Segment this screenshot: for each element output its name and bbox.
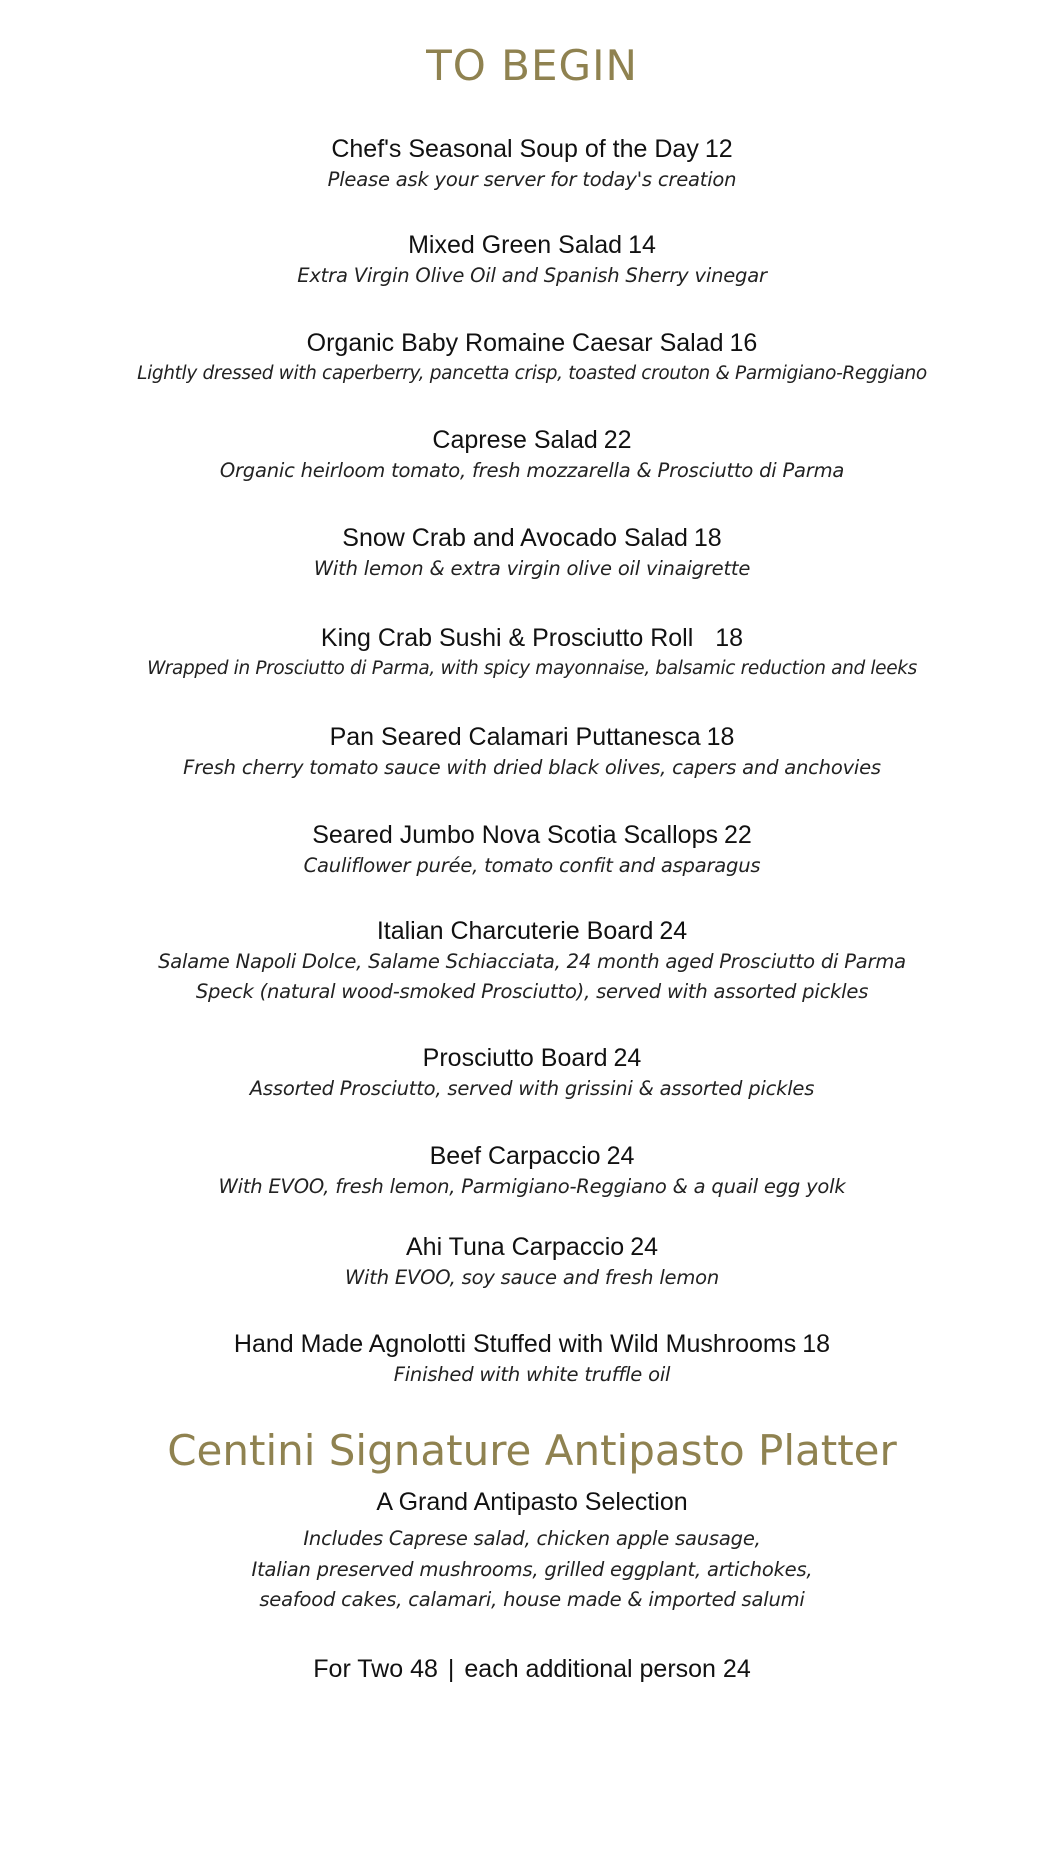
section-title: TO BEGIN: [426, 41, 638, 90]
item-name: Italian Charcuterie Board 24: [376, 917, 688, 945]
item-price: 24: [613, 1044, 642, 1072]
menu-item-soup: [0, 133, 1064, 195]
item-name: Caprese Salad 22: [432, 426, 632, 454]
item-description: Organic heirloom tomato, fresh mozzarella & Prosciutto di Parma: [219, 459, 845, 482]
item-price: 22: [603, 426, 632, 454]
item-description: With EVOO, soy sauce and fresh lemon: [344, 1266, 720, 1289]
price-additional-person: each additional person 24: [464, 1655, 751, 1683]
menu-item-ahi-tuna-carpaccio: [0, 1231, 1064, 1293]
menu-item-caprese-salad: [0, 424, 1064, 486]
item-name: King Crab Sushi & Prosciutto Roll 18: [320, 624, 744, 652]
item-name: Ahi Tuna Carpaccio 24: [406, 1233, 658, 1261]
item-description: With lemon & extra virgin olive oil vinaigrette: [313, 557, 751, 580]
item-price: 12: [704, 135, 733, 163]
item-price: 24: [659, 917, 688, 945]
menu-item-king-crab-roll: [0, 622, 1064, 684]
item-price: 16: [729, 329, 758, 357]
description-line: Italian preserved mushrooms, grilled eggplant, artichokes,: [251, 1557, 813, 1581]
signature-platter-description: [0, 1524, 1064, 1616]
item-price: 22: [723, 821, 752, 849]
description-line: seafood cakes, calamari, house made & imported salumi: [259, 1588, 805, 1611]
item-name: Snow Crab and Avocado Salad 18: [342, 524, 722, 552]
item-name: Pan Seared Calamari Puttanesca 18: [329, 723, 735, 751]
item-description: Speck (natural wood-smoked Prosciutto), served with assorted pickles: [195, 980, 869, 1003]
item-price: 18: [715, 624, 744, 652]
item-description: Wrapped in Prosciutto di Parma, with spicy mayonnaise, balsamic reduction and leeks: [147, 658, 917, 679]
item-name: Organic Baby Romaine Caesar Salad 16: [306, 329, 758, 357]
item-price: 24: [630, 1233, 658, 1261]
item-name: Beef Carpaccio 24: [429, 1142, 635, 1170]
item-price: 24: [606, 1142, 635, 1170]
item-description: Finished with white truffle oil: [393, 1363, 671, 1386]
item-description: Please ask your server for today's creation: [327, 168, 737, 191]
item-name: Chef's Seasonal Soup of the Day 12: [331, 135, 733, 163]
description-line: Includes Caprese salad, chicken apple sausage,: [303, 1527, 761, 1550]
price-separator: |: [447, 1655, 455, 1683]
price-for-two: For Two 48: [313, 1655, 438, 1683]
signature-platter-subtitle: A Grand Antipasto Selection: [376, 1488, 688, 1516]
menu-item-agnolotti: [0, 1328, 1064, 1390]
item-description: Extra Virgin Olive Oil and Spanish Sherry vinegar: [297, 264, 767, 287]
item-name: Seared Jumbo Nova Scotia Scallops 22: [312, 821, 752, 849]
menu-item-beef-carpaccio: [0, 1140, 1064, 1202]
item-description: Salame Napoli Dolce, Salame Schiacciata, 24 month aged Prosciutto di Parma: [158, 950, 906, 973]
menu-item-caesar-salad: [0, 327, 1064, 389]
item-price: 18: [693, 524, 722, 552]
item-name: Hand Made Agnolotti Stuffed with Wild Mushrooms 18: [233, 1330, 831, 1358]
signature-platter-title: Centini Signature Antipasto Platter: [167, 1426, 897, 1475]
item-price: 14: [628, 231, 656, 259]
item-description: Cauliflower purée, tomato confit and asparagus: [303, 854, 761, 877]
menu-item-charcuterie-board: [0, 915, 1064, 1007]
item-price: 18: [706, 723, 735, 751]
menu-item-scallops: [0, 819, 1064, 881]
item-description: Assorted Prosciutto, served with grissini & assorted pickles: [249, 1077, 815, 1100]
menu-item-prosciutto-board: [0, 1042, 1064, 1104]
signature-platter-pricing: [0, 1653, 1064, 1685]
item-description: Fresh cherry tomato sauce with dried black olives, capers and anchovies: [183, 756, 881, 779]
item-description: Lightly dressed with caperberry, pancetta crisp, toasted crouton & Parmigiano-Reggiano: [137, 363, 927, 384]
menu-item-calamari: [0, 721, 1064, 783]
menu-item-snow-crab-salad: [0, 522, 1064, 584]
item-description: With EVOO, fresh lemon, Parmigiano-Reggiano & a quail egg yolk: [218, 1175, 846, 1198]
item-name: Mixed Green Salad 14: [408, 231, 656, 259]
item-name: Prosciutto Board 24: [422, 1044, 642, 1072]
item-price: 18: [802, 1330, 831, 1358]
menu-item-mixed-green-salad: [0, 229, 1064, 291]
